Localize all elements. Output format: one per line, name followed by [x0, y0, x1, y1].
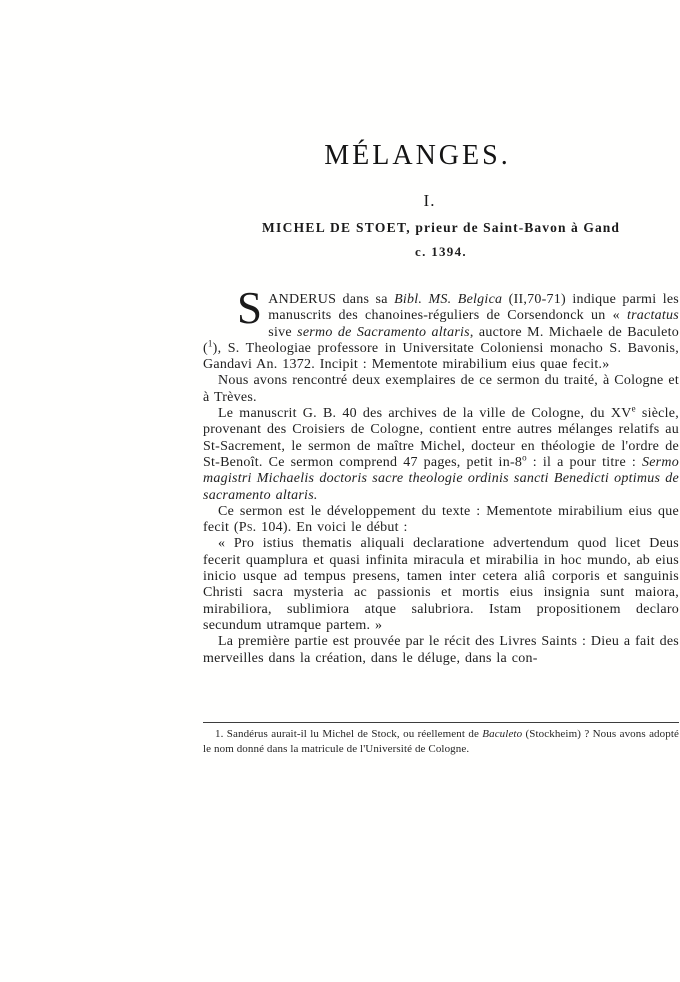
paragraph-4: [203, 504, 679, 537]
text-segment: ANDERUS dans sa: [268, 292, 395, 307]
text-segment: Ce sermon est le développement du texte : Mementote mirabilium eius que fecit (: [203, 503, 679, 536]
paragraph-2: [203, 373, 679, 406]
page-title: MÉLANGES.: [324, 140, 511, 171]
text-segment: Bibl. MS. Belgica: [394, 292, 503, 307]
text-segment: siècle, provenant des Croisiers de Cologne, contient entre autres mélanges relatifs au St-Sacrement, le sermon de maître Michel, docteur en théologie de l'ordre de St-Benoît. Ce sermon comprend 47 pages, petit in-8: [203, 406, 679, 470]
text-segment: Le manuscrit G. B. 40 des archives de la ville de Cologne, du XV: [218, 406, 632, 422]
text-segment: Ps: [238, 520, 253, 536]
text-segment: tractatus: [626, 308, 679, 324]
text-segment: Sermo magistri Michaelis doctoris sacre theologie ordinis sancti Benedicti optimus de sacramento altaris.: [203, 454, 679, 503]
text-segment: (Stockheim) ? Nous avons adopté le nom donné dans la matricule de l'Université de Cologne.: [203, 728, 679, 755]
text-segment: e: [631, 403, 636, 414]
paragraph-5: [203, 536, 679, 634]
text-segment: La première partie est prouvée par le récit des Livres Saints : Dieu a fait des merveilles dans la création, dans le déluge, dans la con-: [203, 634, 679, 666]
text-segment: sermo de Sacramento altaris: [297, 324, 470, 340]
text-segment: o: [522, 452, 527, 463]
text-segment: : il a pour titre :: [526, 454, 642, 470]
article-body: [203, 283, 679, 667]
paragraph-6: [203, 634, 679, 667]
footnote: [203, 727, 679, 756]
drop-cap: S: [237, 283, 263, 333]
text-segment: 1: [207, 338, 213, 349]
text-segment: sive: [268, 324, 298, 340]
article-heading-date: c. 1394.: [415, 244, 467, 259]
paragraph-3: [203, 403, 679, 504]
text-segment: ), S. Theologiae professore in Universitate Coloniensi monacho S. Bavonis, Gandavi An. 1372. Incipit : Mementote mirabilium eius quae fecit.»: [203, 340, 679, 373]
text-segment: , auctore M. Michaele de Baculeto (: [203, 324, 679, 356]
article-heading-person: MICHEL DE STOET,: [261, 220, 411, 235]
text-segment: . 104). En voici le début :: [252, 520, 408, 536]
text-segment: Nous avons rencontré deux exemplaires de ce sermon du traité, à Cologne et à Trèves.: [203, 373, 679, 405]
text-segment: « Pro istius thematis aliquali declaratione advertendum quod licet Deus fecerit quamplura et quasi infinita miracula et mirabilia in hoc mundo, ab eius inicio usque ad tempus presens, tamen inter cetera aliâ corporis et sanguinis Christi sacra mysteria ac passionis et mortis eius insignia sunt maiora, mirabiliora, sublimiora atque salubriora. Istam propositionem declaro secundum utramque partem. »: [203, 536, 679, 633]
text-segment: 1. Sandérus aurait-il lu Michel de Stock, ou réellement de: [215, 728, 483, 740]
article-heading: [203, 220, 679, 236]
section-number: I.: [423, 191, 436, 210]
footnote-divider: [203, 722, 679, 723]
article-heading-role: prieur de Saint-Bavon à Gand: [410, 220, 621, 235]
text-segment: Baculeto: [482, 728, 523, 740]
paragraph-1: [203, 283, 679, 373]
text-segment: (II,70-71) indique parmi les manuscrits des chanoines-réguliers de Corsendonck un «: [268, 292, 679, 324]
